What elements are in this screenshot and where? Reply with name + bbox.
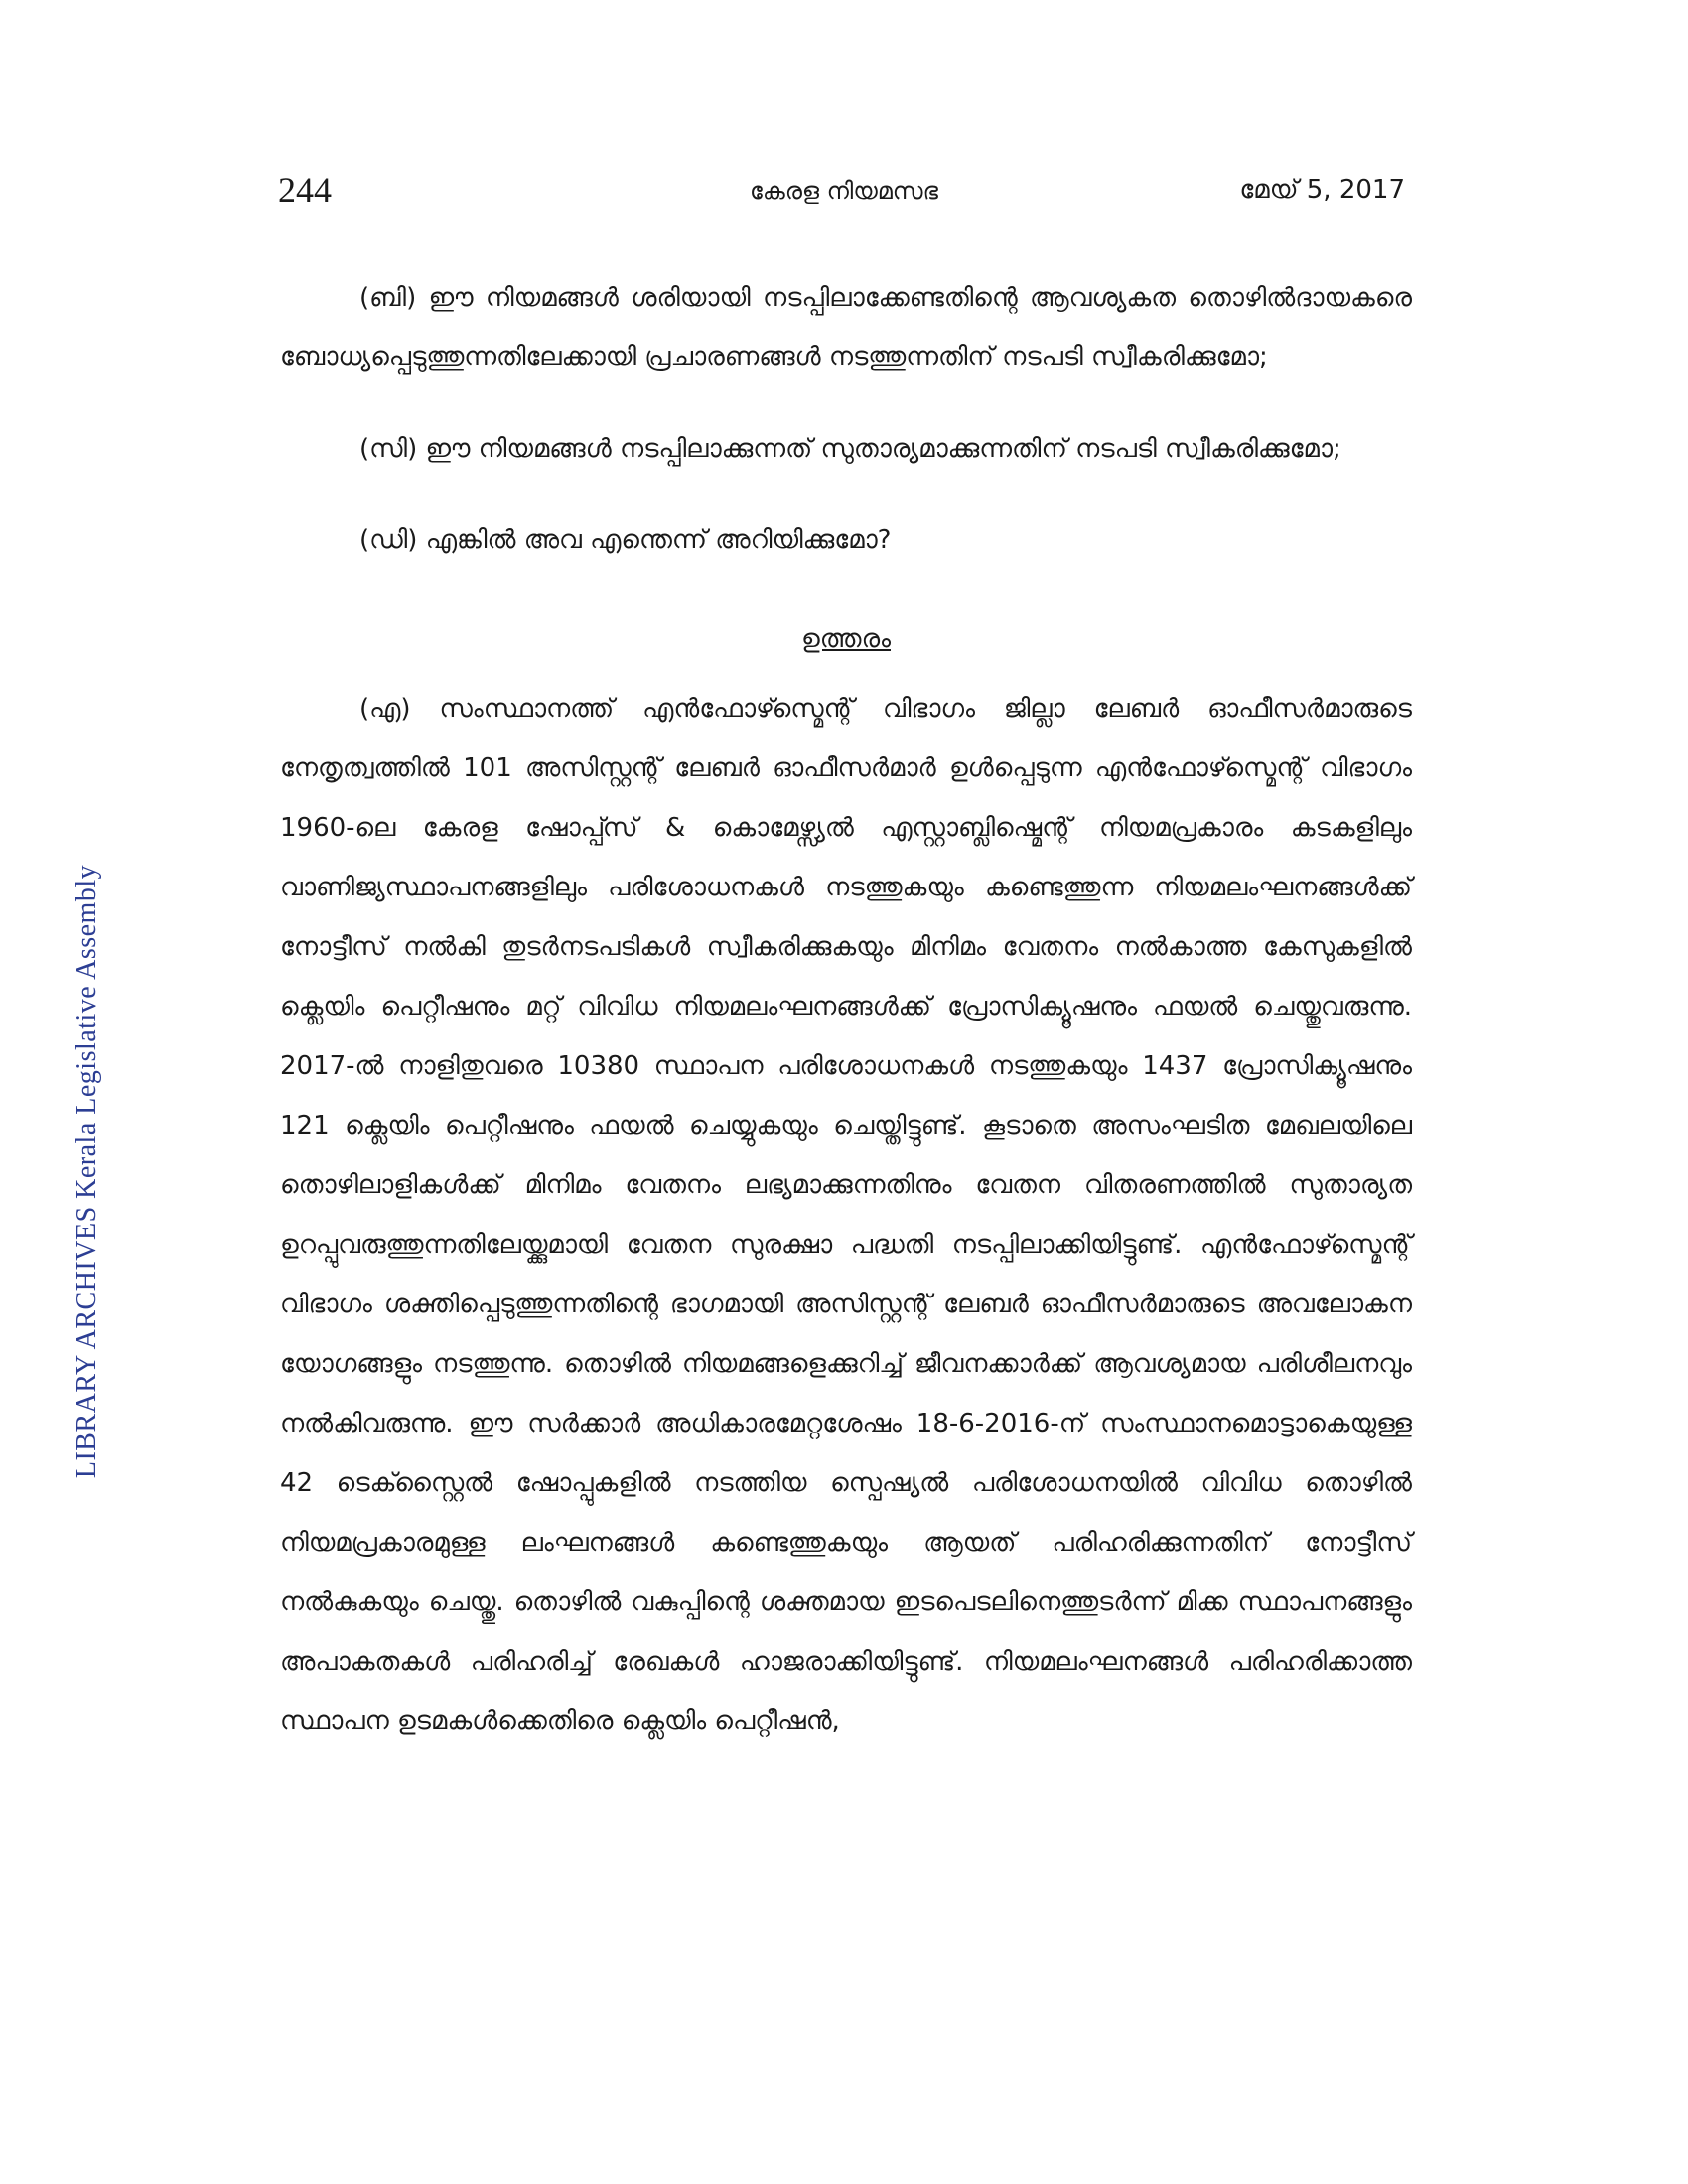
document-body [280, 268, 1412, 1751]
question-c: (സി) ഈ നിയമങ്ങൾ നടപ്പിലാക്കുന്നത് സുതാര്യമാക്കുന്നതിന് നടപടി സ്വീകരിക്കുമോ; [359, 434, 1341, 464]
running-title: കേരള നിയമസഭ [749, 177, 939, 205]
running-date: മേയ് 5, 2017 [1239, 175, 1405, 205]
archive-stamp-text: LIBRARY ARCHIVES Kerala Legislative Assembly [71, 864, 102, 1479]
page-number: 244 [278, 170, 332, 209]
question-b: (ബി) ഈ നിയമങ്ങൾ ശരിയായി നടപ്പിലാക്കേണ്ടതിന്റെ ആവശ്യകത തൊഴിൽദായകരെ ബോധ്യപ്പെടുത്തുന്നതിലേക്കായി പ്രചാരണങ്ങൾ നടത്തുന്നതിന് നടപടി സ്വീകരിക്കുമോ; [280, 283, 1412, 372]
question-d: (ഡി) എങ്കിൽ അവ എന്തെന്ന് അറിയിക്കുമോ? [359, 525, 892, 555]
answer-heading: ഉത്തരം [801, 624, 891, 654]
answer-paragraph: (എ) സംസ്ഥാനത്ത് എൻഫോഴ്സ്മെന്റ് വിഭാഗം ജില്ലാ ലേബർ ഓഫീസർമാരുടെ നേതൃത്വത്തിൽ 101 അസിസ്റ്റന്റ് ലേബർ ഓഫീസർമാർ ഉൾപ്പെടുന്ന എൻഫോഴ്സ്മെന്റ് വിഭാഗം 1960-ലെ കേരള ഷോപ്പ്സ് & കൊമേഴ്സ്യൽ എസ്റ്റാബ്ലിഷ്മെന്റ് നിയമപ്രകാരം കടകളിലും വാണിജ്യസ്ഥാപനങ്ങളിലും പരിശോധനകൾ നടത്തുകയും കണ്ടെത്തുന്ന നിയമലംഘനങ്ങൾക്ക് നോട്ടീസ് നൽകി തുടർനടപടികൾ സ്വീകരിക്കുകയും മിനിമം വേതനം നൽകാത്ത കേസുകളിൽ ക്ലെയിം പെറ്റീഷനും മറ്റ് വിവിധ നിയമലംഘനങ്ങൾക്ക് പ്രോസിക്യൂഷനും ഫയൽ ചെയ്തുവരുന്നു. 2017-ൽ നാളിതുവരെ 10380 സ്ഥാപന പരിശോധനകൾ നടത്തുകയും 1437 പ്രോസിക്യൂഷനും 121 ക്ലെയിം പെറ്റീഷനും ഫയൽ ചെയ്യുകയും ചെയ്തിട്ടുണ്ട്. കൂടാതെ അസംഘടിത മേഖലയിലെ തൊഴിലാളികൾക്ക് മിനിമം വേതനം ലഭ്യമാക്കുന്നതിനും വേതന വിതരണത്തിൽ സുതാര്യത ഉറപ്പുവരുത്തുന്നതിലേയ്ക്കുമായി വേതന സുരക്ഷാ പദ്ധതി നടപ്പിലാക്കിയിട്ടുണ്ട്. എൻഫോഴ്സ്മെന്റ് വിഭാഗം ശക്തിപ്പെടുത്തുന്നതിന്റെ ഭാഗമായി അസിസ്റ്റന്റ് ലേബർ ഓഫീസർമാരുടെ അവലോകന യോഗങ്ങളും നടത്തുന്നു. തൊഴിൽ നിയമങ്ങളെക്കുറിച്ച് ജീവനക്കാർക്ക് ആവശ്യമായ പരിശീലനവും നൽകിവരുന്നു. ഈ സർക്കാർ അധികാരമേറ്റശേഷം 18-6-2016-ന് സംസ്ഥാനമൊട്ടാകെയുള്ള 42 ടെക്സ്റ്റൈൽ ഷോപ്പുകളിൽ നടത്തിയ സ്പെഷ്യൽ പരിശോധനയിൽ വിവിധ തൊഴിൽ നിയമപ്രകാരമുള്ള ലംഘനങ്ങൾ കണ്ടെത്തുകയും ആയത് പരിഹരിക്കുന്നതിന് നോട്ടീസ് നൽകുകയും ചെയ്തു. തൊഴിൽ വകുപ്പിന്റെ ശക്തമായ ഇടപെടലിനെത്തുടർന്ന് മിക്ക സ്ഥാപനങ്ങളും അപാകതകൾ പരിഹരിച്ച് രേഖകൾ ഹാജരാക്കിയിട്ടുണ്ട്. നിയമലംഘനങ്ങൾ പരിഹരിക്കാത്ത സ്ഥാപന ഉടമകൾക്കെതിരെ ക്ലെയിം പെറ്റീഷൻ, [280, 694, 1412, 1736]
